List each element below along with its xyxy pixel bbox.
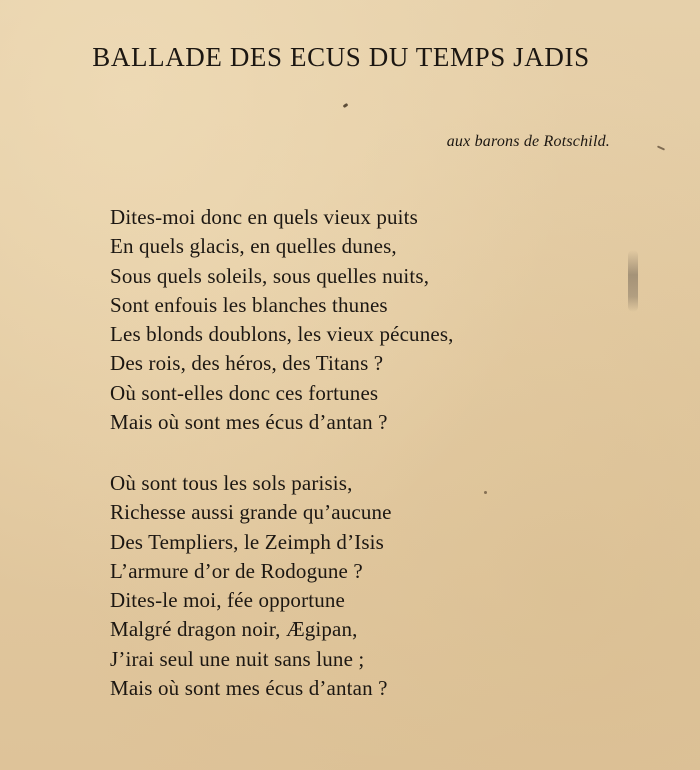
verse-line: Les blonds doublons, les vieux pécunes, <box>110 322 454 347</box>
verse-line: Malgré dragon noir, Ægipan, <box>110 617 358 642</box>
ink-speck <box>484 491 487 494</box>
verse-line: L’armure d’or de Rodogune ? <box>110 558 363 583</box>
verse-line: J’irai seul une nuit sans lune ; <box>110 646 365 671</box>
verse-line: Où sont-elles donc ces fortunes <box>110 380 379 405</box>
verse-line: Mais où sont mes écus d’antan ? <box>110 676 388 701</box>
verse-line: Dites-moi donc en quels vieux puits <box>110 205 418 229</box>
ink-speck <box>343 103 349 108</box>
poem-dedication: aux barons de Rotschild. <box>446 133 610 150</box>
poem-title: BALLADE DES ECUS DU TEMPS JADIS <box>92 42 590 72</box>
stanza-2 <box>110 469 392 703</box>
verse-line: Des rois, des héros, des Titans ? <box>110 351 384 376</box>
verse-line: Où sont tous les sols parisis, <box>110 471 353 495</box>
paper-smudge <box>628 250 638 312</box>
stanza-1 <box>110 203 454 437</box>
verse-line: Richesse aussi grande qu’aucune <box>110 500 392 525</box>
verse-line: Sont enfouis les blanches thunes <box>110 292 388 317</box>
ink-speck <box>657 145 665 150</box>
verse-line: Mais où sont mes écus d’antan ? <box>110 410 388 435</box>
verse-line: Dites-le moi, fée opportune <box>110 588 345 613</box>
verse-line: Des Templiers, le Zeimph d’Isis <box>110 529 384 554</box>
verse-line: Sous quels soleils, sous quelles nuits, <box>110 263 430 288</box>
verse-line: En quels glacis, en quelles dunes, <box>110 234 397 259</box>
